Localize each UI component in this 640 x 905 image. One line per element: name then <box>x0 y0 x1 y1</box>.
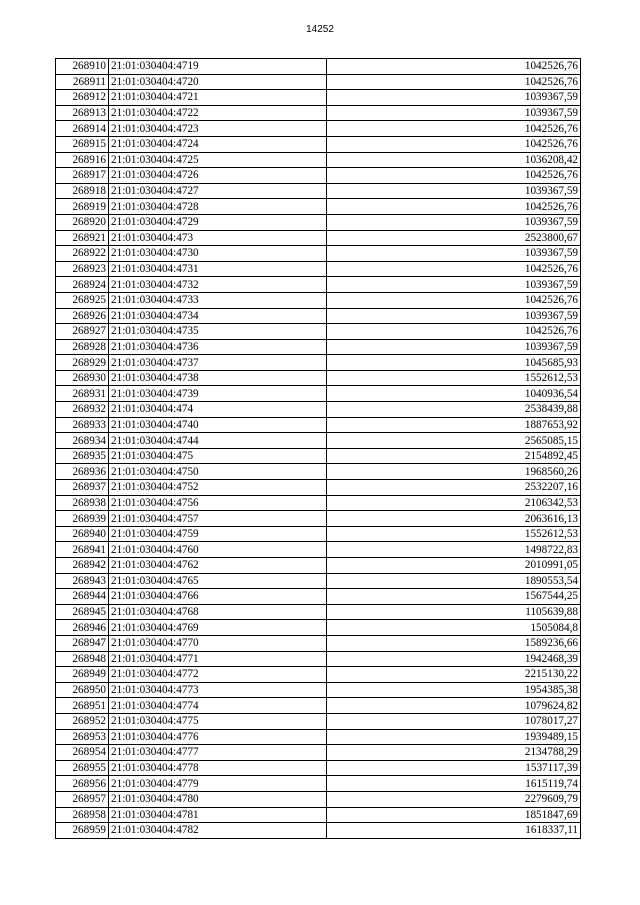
table-row <box>56 370 581 386</box>
row-number-cell: 268947 <box>56 635 109 651</box>
row-number-cell: 268938 <box>56 495 109 511</box>
cadastral-number-cell: 21:01:030404:4772 <box>109 667 327 683</box>
table-row <box>56 386 581 402</box>
row-number-cell: 268930 <box>56 370 109 386</box>
cadastral-value-cell: 1078017,27 <box>327 713 581 729</box>
cadastral-number-cell: 21:01:030404:4733 <box>109 292 327 308</box>
cadastral-value-cell: 2134788,29 <box>327 745 581 761</box>
cadastral-number-cell: 21:01:030404:4780 <box>109 791 327 807</box>
cadastral-value-cell: 2010991,05 <box>327 558 581 574</box>
table-row <box>56 651 581 667</box>
cadastral-number-cell: 21:01:030404:4760 <box>109 542 327 558</box>
cadastral-number-cell: 21:01:030404:4744 <box>109 433 327 449</box>
cadastral-value-cell: 1851847,69 <box>327 807 581 823</box>
cadastral-number-cell: 21:01:030404:4740 <box>109 417 327 433</box>
row-number-cell: 268943 <box>56 573 109 589</box>
cadastral-value-cell: 2538439,88 <box>327 402 581 418</box>
table-row <box>56 136 581 152</box>
cadastral-value-cell: 1042526,76 <box>327 292 581 308</box>
row-number-cell: 268923 <box>56 261 109 277</box>
table-row <box>56 729 581 745</box>
row-number-cell: 268951 <box>56 698 109 714</box>
table-row <box>56 807 581 823</box>
cadastral-number-cell: 21:01:030404:4722 <box>109 105 327 121</box>
row-number-cell: 268945 <box>56 604 109 620</box>
table-row <box>56 339 581 355</box>
row-number-cell: 268924 <box>56 277 109 293</box>
table-row <box>56 168 581 184</box>
cadastral-value-cell: 1954385,38 <box>327 682 581 698</box>
row-number-cell: 268944 <box>56 589 109 605</box>
cadastral-value-cell: 1039367,59 <box>327 308 581 324</box>
cadastral-number-cell: 21:01:030404:4773 <box>109 682 327 698</box>
cadastral-number-cell: 21:01:030404:4739 <box>109 386 327 402</box>
cadastral-value-cell: 1042526,76 <box>327 74 581 90</box>
cadastral-number-cell: 21:01:030404:475 <box>109 448 327 464</box>
row-number-cell: 268936 <box>56 464 109 480</box>
table-row <box>56 121 581 137</box>
row-number-cell: 268931 <box>56 386 109 402</box>
row-number-cell: 268957 <box>56 791 109 807</box>
table-row <box>56 682 581 698</box>
table-row <box>56 230 581 246</box>
table-row <box>56 558 581 574</box>
cadastral-number-cell: 21:01:030404:4779 <box>109 776 327 792</box>
row-number-cell: 268933 <box>56 417 109 433</box>
table-row <box>56 74 581 90</box>
table-row <box>56 464 581 480</box>
table-row <box>56 261 581 277</box>
cadastral-number-cell: 21:01:030404:4777 <box>109 745 327 761</box>
cadastral-number-cell: 21:01:030404:4726 <box>109 168 327 184</box>
cadastral-value-cell: 1890553,54 <box>327 573 581 589</box>
cadastral-value-cell: 1045685,93 <box>327 355 581 371</box>
table-row <box>56 324 581 340</box>
cadastral-number-cell: 21:01:030404:4724 <box>109 136 327 152</box>
cadastral-value-cell: 2532207,16 <box>327 480 581 496</box>
cadastral-number-cell: 21:01:030404:4727 <box>109 183 327 199</box>
cadastral-value-cell: 1939489,15 <box>327 729 581 745</box>
table-row <box>56 246 581 262</box>
table-body <box>56 59 581 839</box>
row-number-cell: 268934 <box>56 433 109 449</box>
row-number-cell: 268932 <box>56 402 109 418</box>
table-row <box>56 713 581 729</box>
row-number-cell: 268915 <box>56 136 109 152</box>
cadastral-number-cell: 21:01:030404:4769 <box>109 620 327 636</box>
table-row <box>56 355 581 371</box>
cadastral-value-cell: 1105639,88 <box>327 604 581 620</box>
table-row <box>56 511 581 527</box>
cadastral-number-cell: 21:01:030404:473 <box>109 230 327 246</box>
cadastral-value-cell: 1042526,76 <box>327 199 581 215</box>
cadastral-value-cell: 1505084,8 <box>327 620 581 636</box>
table-row <box>56 635 581 651</box>
cadastral-number-cell: 21:01:030404:4752 <box>109 480 327 496</box>
cadastral-value-cell: 1942468,39 <box>327 651 581 667</box>
row-number-cell: 268920 <box>56 214 109 230</box>
table-row <box>56 698 581 714</box>
cadastral-number-cell: 21:01:030404:4725 <box>109 152 327 168</box>
cadastral-value-cell: 2154892,45 <box>327 448 581 464</box>
cadastral-value-cell: 1552612,53 <box>327 370 581 386</box>
cadastral-value-cell: 2215130,22 <box>327 667 581 683</box>
cadastral-number-cell: 21:01:030404:4738 <box>109 370 327 386</box>
table-row <box>56 480 581 496</box>
cadastral-number-cell: 21:01:030404:4732 <box>109 277 327 293</box>
row-number-cell: 268911 <box>56 74 109 90</box>
cadastral-value-cell: 1039367,59 <box>327 277 581 293</box>
row-number-cell: 268956 <box>56 776 109 792</box>
cadastral-value-cell: 2063616,13 <box>327 511 581 527</box>
cadastral-number-cell: 21:01:030404:4771 <box>109 651 327 667</box>
row-number-cell: 268926 <box>56 308 109 324</box>
cadastral-value-cell: 1887653,92 <box>327 417 581 433</box>
cadastral-value-table <box>55 58 581 839</box>
cadastral-number-cell: 21:01:030404:4770 <box>109 635 327 651</box>
cadastral-value-cell: 1036208,42 <box>327 152 581 168</box>
table-row <box>56 277 581 293</box>
cadastral-value-cell: 1039367,59 <box>327 246 581 262</box>
cadastral-value-cell: 1618337,11 <box>327 823 581 839</box>
cadastral-value-cell: 1537117,39 <box>327 760 581 776</box>
row-number-cell: 268918 <box>56 183 109 199</box>
cadastral-number-cell: 21:01:030404:474 <box>109 402 327 418</box>
cadastral-number-cell: 21:01:030404:4737 <box>109 355 327 371</box>
cadastral-number-cell: 21:01:030404:4728 <box>109 199 327 215</box>
cadastral-value-cell: 1039367,59 <box>327 105 581 121</box>
row-number-cell: 268946 <box>56 620 109 636</box>
row-number-cell: 268953 <box>56 729 109 745</box>
row-number-cell: 268925 <box>56 292 109 308</box>
row-number-cell: 268939 <box>56 511 109 527</box>
cadastral-value-cell: 1042526,76 <box>327 324 581 340</box>
table-row <box>56 526 581 542</box>
cadastral-value-cell: 1968560,26 <box>327 464 581 480</box>
cadastral-number-cell: 21:01:030404:4766 <box>109 589 327 605</box>
cadastral-number-cell: 21:01:030404:4750 <box>109 464 327 480</box>
table-row <box>56 152 581 168</box>
cadastral-number-cell: 21:01:030404:4729 <box>109 214 327 230</box>
cadastral-number-cell: 21:01:030404:4757 <box>109 511 327 527</box>
table-row <box>56 292 581 308</box>
cadastral-value-cell: 2106342,53 <box>327 495 581 511</box>
table-row <box>56 823 581 839</box>
cadastral-number-cell: 21:01:030404:4781 <box>109 807 327 823</box>
table-row <box>56 573 581 589</box>
row-number-cell: 268913 <box>56 105 109 121</box>
cadastral-number-cell: 21:01:030404:4774 <box>109 698 327 714</box>
cadastral-number-cell: 21:01:030404:4778 <box>109 760 327 776</box>
cadastral-number-cell: 21:01:030404:4735 <box>109 324 327 340</box>
table-row <box>56 667 581 683</box>
row-number-cell: 268914 <box>56 121 109 137</box>
cadastral-value-cell: 1040936,54 <box>327 386 581 402</box>
page-number: 14252 <box>306 24 334 35</box>
cadastral-number-cell: 21:01:030404:4721 <box>109 90 327 106</box>
table-row <box>56 791 581 807</box>
row-number-cell: 268958 <box>56 807 109 823</box>
cadastral-value-cell: 1042526,76 <box>327 168 581 184</box>
cadastral-value-cell: 2565085,15 <box>327 433 581 449</box>
cadastral-value-cell: 1042526,76 <box>327 261 581 277</box>
table-row <box>56 199 581 215</box>
row-number-cell: 268937 <box>56 480 109 496</box>
cadastral-value-cell: 1042526,76 <box>327 121 581 137</box>
row-number-cell: 268948 <box>56 651 109 667</box>
table-row <box>56 776 581 792</box>
table-row <box>56 214 581 230</box>
cadastral-number-cell: 21:01:030404:4776 <box>109 729 327 745</box>
cadastral-number-cell: 21:01:030404:4782 <box>109 823 327 839</box>
cadastral-value-cell: 2279609,79 <box>327 791 581 807</box>
row-number-cell: 268959 <box>56 823 109 839</box>
row-number-cell: 268910 <box>56 59 109 75</box>
cadastral-number-cell: 21:01:030404:4768 <box>109 604 327 620</box>
row-number-cell: 268927 <box>56 324 109 340</box>
row-number-cell: 268941 <box>56 542 109 558</box>
row-number-cell: 268929 <box>56 355 109 371</box>
table-row <box>56 542 581 558</box>
cadastral-number-cell: 21:01:030404:4775 <box>109 713 327 729</box>
table-row <box>56 183 581 199</box>
cadastral-number-cell: 21:01:030404:4723 <box>109 121 327 137</box>
row-number-cell: 268919 <box>56 199 109 215</box>
row-number-cell: 268921 <box>56 230 109 246</box>
cadastral-number-cell: 21:01:030404:4734 <box>109 308 327 324</box>
cadastral-value-cell: 1589236,66 <box>327 635 581 651</box>
table-row <box>56 620 581 636</box>
cadastral-value-cell: 2523800,67 <box>327 230 581 246</box>
table-row <box>56 402 581 418</box>
row-number-cell: 268916 <box>56 152 109 168</box>
row-number-cell: 268935 <box>56 448 109 464</box>
table-row <box>56 417 581 433</box>
cadastral-value-cell: 1615119,74 <box>327 776 581 792</box>
row-number-cell: 268940 <box>56 526 109 542</box>
cadastral-number-cell: 21:01:030404:4765 <box>109 573 327 589</box>
cadastral-value-cell: 1039367,59 <box>327 183 581 199</box>
cadastral-number-cell: 21:01:030404:4759 <box>109 526 327 542</box>
row-number-cell: 268912 <box>56 90 109 106</box>
row-number-cell: 268955 <box>56 760 109 776</box>
cadastral-number-cell: 21:01:030404:4762 <box>109 558 327 574</box>
row-number-cell: 268949 <box>56 667 109 683</box>
cadastral-number-cell: 21:01:030404:4720 <box>109 74 327 90</box>
table-row <box>56 90 581 106</box>
cadastral-number-cell: 21:01:030404:4719 <box>109 59 327 75</box>
cadastral-number-cell: 21:01:030404:4730 <box>109 246 327 262</box>
cadastral-value-cell: 1042526,76 <box>327 136 581 152</box>
cadastral-value-cell: 1039367,59 <box>327 90 581 106</box>
cadastral-number-cell: 21:01:030404:4756 <box>109 495 327 511</box>
table-row <box>56 308 581 324</box>
table-row <box>56 589 581 605</box>
row-number-cell: 268917 <box>56 168 109 184</box>
row-number-cell: 268942 <box>56 558 109 574</box>
table-row <box>56 105 581 121</box>
row-number-cell: 268928 <box>56 339 109 355</box>
cadastral-value-cell: 1042526,76 <box>327 59 581 75</box>
table-row <box>56 604 581 620</box>
cadastral-value-cell: 1567544,25 <box>327 589 581 605</box>
cadastral-value-cell: 1498722,83 <box>327 542 581 558</box>
cadastral-value-cell: 1039367,59 <box>327 214 581 230</box>
row-number-cell: 268952 <box>56 713 109 729</box>
table-row <box>56 433 581 449</box>
table-row <box>56 745 581 761</box>
cadastral-value-cell: 1552612,53 <box>327 526 581 542</box>
cadastral-value-cell: 1039367,59 <box>327 339 581 355</box>
row-number-cell: 268922 <box>56 246 109 262</box>
table-row <box>56 495 581 511</box>
row-number-cell: 268950 <box>56 682 109 698</box>
table-row <box>56 760 581 776</box>
cadastral-number-cell: 21:01:030404:4731 <box>109 261 327 277</box>
table-row <box>56 448 581 464</box>
row-number-cell: 268954 <box>56 745 109 761</box>
cadastral-value-cell: 1079624,82 <box>327 698 581 714</box>
table-row <box>56 59 581 75</box>
cadastral-number-cell: 21:01:030404:4736 <box>109 339 327 355</box>
